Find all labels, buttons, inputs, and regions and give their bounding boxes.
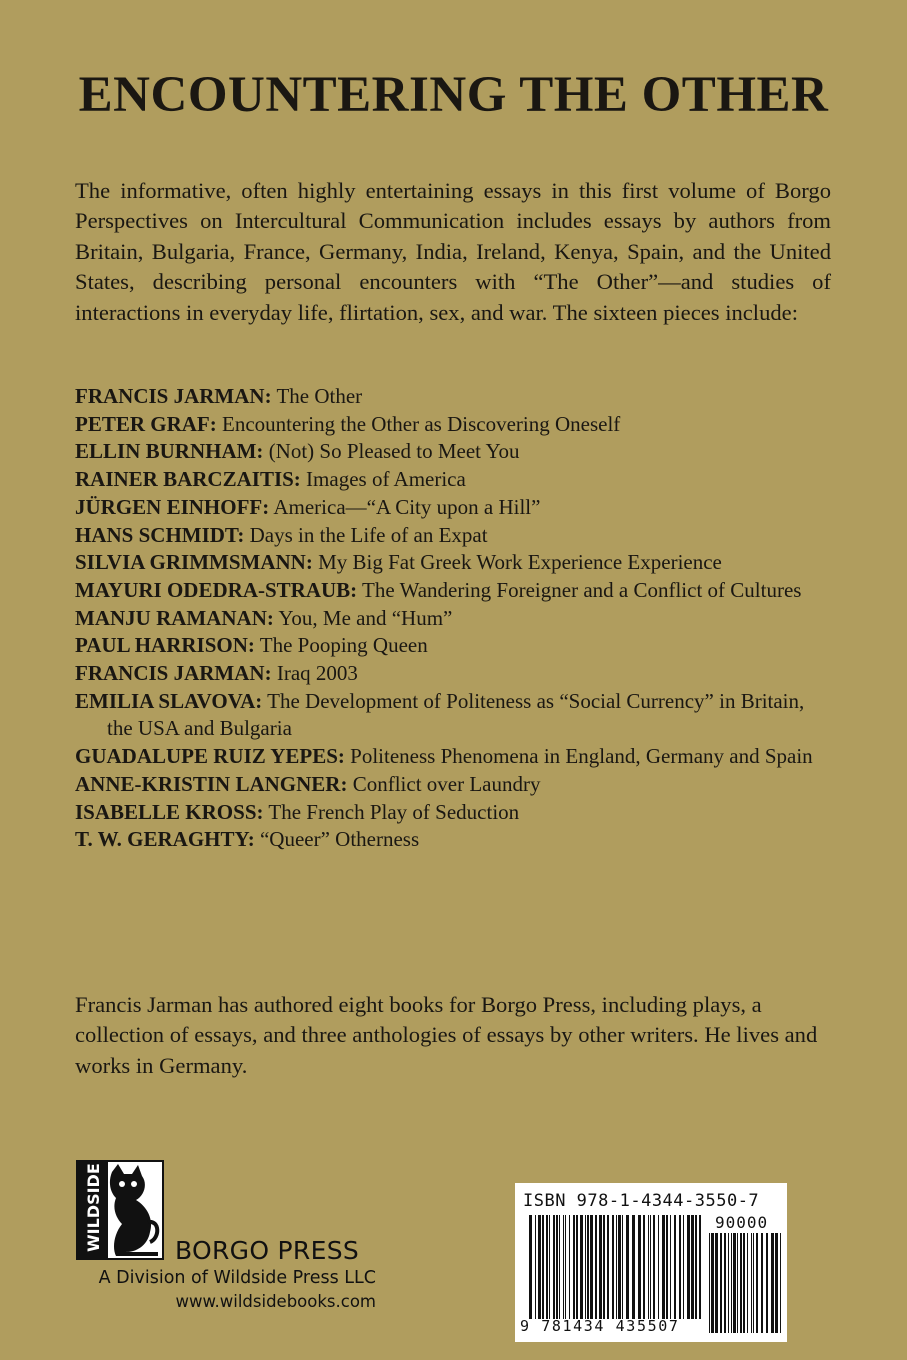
toc-author: ISABELLE KROSS: bbox=[75, 799, 264, 824]
toc-entry bbox=[75, 605, 835, 633]
barcode-bar bbox=[771, 1233, 774, 1333]
toc-entry bbox=[75, 411, 835, 439]
isbn-number: ISBN 978-1-4344-3550-7 bbox=[523, 1191, 760, 1211]
barcode-bar bbox=[546, 1215, 548, 1319]
barcode-bar bbox=[666, 1215, 668, 1319]
barcode-bar bbox=[603, 1215, 605, 1319]
barcode-bars-icon bbox=[529, 1215, 701, 1319]
barcode-bar bbox=[728, 1233, 729, 1333]
toc-essay-title: My Big Fat Greek Work Experience Experience bbox=[318, 550, 722, 575]
barcode-addon-bars-icon bbox=[709, 1233, 781, 1333]
barcode-bar bbox=[595, 1215, 597, 1319]
toc-essay-title: Days in the Life of an Expat bbox=[249, 522, 488, 547]
barcode-bar bbox=[699, 1215, 701, 1319]
toc-essay-title: “Queer” Otherness bbox=[259, 827, 420, 852]
barcode-bar bbox=[780, 1233, 781, 1333]
barcode-bar bbox=[731, 1233, 732, 1333]
barcode-bar bbox=[626, 1215, 629, 1319]
barcode-bar bbox=[756, 1233, 758, 1333]
toc-essay-title: The Other bbox=[276, 384, 363, 408]
toc-author: MANJU RAMANAN: bbox=[75, 605, 274, 630]
barcode-bar bbox=[761, 1233, 763, 1333]
barcode-bar bbox=[695, 1215, 697, 1319]
toc-essay-title: Images of America bbox=[306, 467, 466, 492]
toc-entry bbox=[75, 660, 835, 688]
toc-entry bbox=[75, 771, 835, 799]
toc-author: PAUL HARRISON: bbox=[75, 633, 255, 658]
barcode-bar bbox=[687, 1215, 690, 1319]
barcode-bar bbox=[747, 1233, 748, 1333]
table-of-contents bbox=[75, 383, 835, 854]
toc-author: MAYURI ODEDRA-STRAUB: bbox=[75, 577, 358, 602]
barcode-bar bbox=[679, 1215, 681, 1319]
barcode-bar bbox=[653, 1215, 655, 1319]
toc-author: ANNE-KRISTIN LANGNER: bbox=[75, 771, 348, 796]
toc-essay-title: You, Me and “Hum” bbox=[278, 605, 453, 630]
barcode-bar bbox=[563, 1215, 564, 1319]
barcode-bar bbox=[638, 1215, 641, 1319]
barcode-bar bbox=[683, 1215, 684, 1319]
barcode-bar bbox=[733, 1233, 736, 1333]
toc-author: GUADALUPE RUIZ YEPES: bbox=[75, 744, 345, 769]
barcode-bar bbox=[674, 1215, 676, 1319]
publisher-info bbox=[60, 1236, 376, 1314]
barcode-bar bbox=[658, 1215, 659, 1319]
barcode-bar bbox=[556, 1215, 558, 1319]
toc-essay-title: The Wandering Foreigner and a Conflict of Cultures bbox=[362, 577, 802, 602]
barcode-bar bbox=[650, 1215, 651, 1319]
barcode-bar bbox=[632, 1215, 635, 1319]
toc-entry bbox=[75, 522, 835, 550]
toc-entry bbox=[75, 743, 835, 771]
toc-author: ELLIN BURNHAM: bbox=[75, 439, 264, 464]
barcode-digits: 9 781434 435507 bbox=[520, 1317, 680, 1335]
toc-essay-title: The French Play of Seduction bbox=[268, 799, 520, 824]
toc-author: FRANCIS JARMAN: bbox=[75, 384, 272, 408]
barcode-bar bbox=[670, 1215, 671, 1319]
toc-entry bbox=[75, 688, 835, 743]
toc-author: PETER GRAF: bbox=[75, 411, 217, 436]
toc-essay-title: The Development of Politeness as “Social Currency” in Britain, the USA and Bulgaria bbox=[107, 688, 805, 741]
barcode-bar bbox=[549, 1215, 550, 1319]
toc-entry bbox=[75, 494, 835, 522]
barcode-bar bbox=[559, 1215, 560, 1319]
toc-entry bbox=[75, 799, 835, 827]
toc-essay-title: Encountering the Other as Discovering Oneself bbox=[222, 411, 621, 436]
barcode-bar bbox=[590, 1215, 593, 1319]
barcode-bar bbox=[529, 1215, 532, 1319]
barcode-bar bbox=[643, 1215, 645, 1319]
toc-author: T. W. GERAGHTY: bbox=[75, 827, 255, 852]
toc-author: HANS SCHMIDT: bbox=[75, 522, 245, 547]
logo-text: WILDSIDE bbox=[84, 1163, 103, 1252]
barcode-bar bbox=[573, 1215, 575, 1319]
toc-essay-title: The Pooping Queen bbox=[259, 633, 428, 658]
publisher-division: A Division of Wildside Press LLC bbox=[98, 1268, 376, 1288]
barcode-bar bbox=[565, 1215, 566, 1319]
barcode-bar bbox=[542, 1215, 544, 1319]
toc-author: EMILIA SLAVOVA: bbox=[75, 688, 263, 713]
barcode-bar bbox=[535, 1215, 536, 1319]
barcode-bar bbox=[618, 1215, 621, 1319]
toc-entry bbox=[75, 549, 835, 577]
barcode-bar bbox=[766, 1233, 768, 1333]
price-code: 90000 bbox=[715, 1213, 769, 1232]
toc-entry bbox=[75, 383, 835, 411]
barcode-bar bbox=[711, 1233, 714, 1333]
book-description: The informative, often highly entertaining essays in this first volume of Borgo Perspectives on Intercultural Communication includes essays by authors from Britain, Bulgaria, France, Germany, India, Ireland, Kenya, Spain, and the United States, describing personal encounters with “The Other”—and studies of interactions in everyday life, flirtation, sex, and war. The sixteen pieces include: bbox=[75, 178, 831, 325]
barcode-bar bbox=[585, 1215, 586, 1319]
toc-author: SILVIA GRIMMSMANN: bbox=[75, 550, 313, 575]
toc-entry bbox=[75, 438, 835, 466]
barcode-bar bbox=[612, 1215, 614, 1319]
toc-essay-title: Politeness Phenomena in England, Germany and Spain bbox=[350, 744, 813, 769]
barcode-bar bbox=[751, 1233, 752, 1333]
barcode-bar bbox=[580, 1215, 583, 1319]
toc-author: JÜRGEN EINHOFF: bbox=[75, 494, 270, 519]
barcode-bar bbox=[743, 1233, 745, 1333]
publisher-name: BORGO PRESS bbox=[175, 1236, 360, 1265]
barcode-bar bbox=[576, 1215, 578, 1319]
toc-entry bbox=[75, 826, 835, 854]
barcode-bar bbox=[662, 1215, 665, 1319]
barcode-bar bbox=[569, 1215, 570, 1319]
barcode-bar bbox=[709, 1233, 710, 1333]
barcode-bar bbox=[622, 1215, 623, 1319]
toc-essay-title: America—“A City upon a Hill” bbox=[273, 494, 541, 519]
toc-entry bbox=[75, 632, 835, 660]
barcode-bar bbox=[753, 1233, 754, 1333]
barcode-bar bbox=[724, 1233, 726, 1333]
toc-author: RAINER BARCZAITIS: bbox=[75, 467, 301, 492]
barcode-bar bbox=[538, 1215, 541, 1319]
barcode-bar bbox=[599, 1215, 602, 1319]
isbn-barcode bbox=[515, 1183, 787, 1342]
barcode-bar bbox=[607, 1215, 609, 1319]
barcode-bar bbox=[553, 1215, 555, 1319]
barcode-bar bbox=[616, 1215, 617, 1319]
barcode-bar bbox=[775, 1233, 778, 1333]
barcode-bar bbox=[720, 1233, 722, 1333]
barcode-bar bbox=[648, 1215, 649, 1319]
toc-author: FRANCIS JARMAN: bbox=[75, 661, 272, 686]
toc-entry bbox=[75, 577, 835, 605]
publisher-url: www.wildsidebooks.com bbox=[175, 1292, 376, 1311]
toc-essay-title: Iraq 2003 bbox=[276, 661, 358, 686]
barcode-bar bbox=[737, 1233, 738, 1333]
toc-entry bbox=[75, 466, 835, 494]
barcode-bar bbox=[587, 1215, 589, 1319]
toc-essay-title: Conflict over Laundry bbox=[352, 771, 541, 796]
toc-essay-title: (Not) So Pleased to Meet You bbox=[268, 439, 520, 464]
barcode-bar bbox=[715, 1233, 718, 1333]
barcode-bar bbox=[740, 1233, 742, 1333]
book-title: ENCOUNTERING THE OTHER bbox=[78, 67, 829, 123]
barcode-bar bbox=[691, 1215, 694, 1319]
author-bio: Francis Jarman has authored eight books for Borgo Press, including plays, a collection of essays, and three anthologies of essays by other writers. He lives and works in Germany. bbox=[75, 992, 818, 1078]
